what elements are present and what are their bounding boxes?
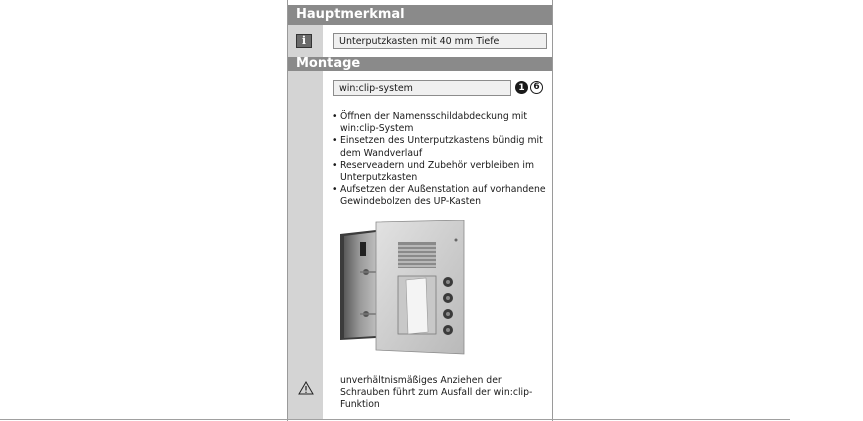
flush-box-illustration — [336, 220, 481, 356]
info-icon: i — [296, 34, 312, 48]
icon-rail — [288, 71, 323, 419]
list-item: • Öffnen der Namensschildabdeckung mit win:clip-System — [332, 111, 550, 135]
mounting-steps-list — [332, 111, 550, 209]
divider — [0, 419, 790, 420]
section-header-mounting: Montage — [288, 57, 552, 71]
badge-6: 6 — [530, 81, 543, 94]
product-info-panel — [287, 0, 553, 421]
section-header-main-feature: Hauptmerkmal — [288, 5, 552, 25]
main-feature-field: Unterputzkasten mit 40 mm Tiefe — [333, 33, 547, 49]
system-field: win:clip-system — [333, 80, 511, 96]
list-item: • Aufsetzen der Außenstation auf vorhandene Gewindebolzen des UP-Kasten — [332, 184, 550, 208]
warning-text: unverhältnismäßiges Anziehen der Schrauben führt zum Ausfall der win:clip-Funktion — [340, 375, 533, 411]
badge-1: 1 — [515, 81, 528, 94]
list-item: • Reserveadern und Zubehör verbleiben im Unterputzkasten — [332, 160, 550, 184]
list-item: • Einsetzen des Unterputzkastens bündig mit dem Wandverlauf — [332, 135, 550, 159]
warning-triangle-icon — [298, 381, 314, 395]
